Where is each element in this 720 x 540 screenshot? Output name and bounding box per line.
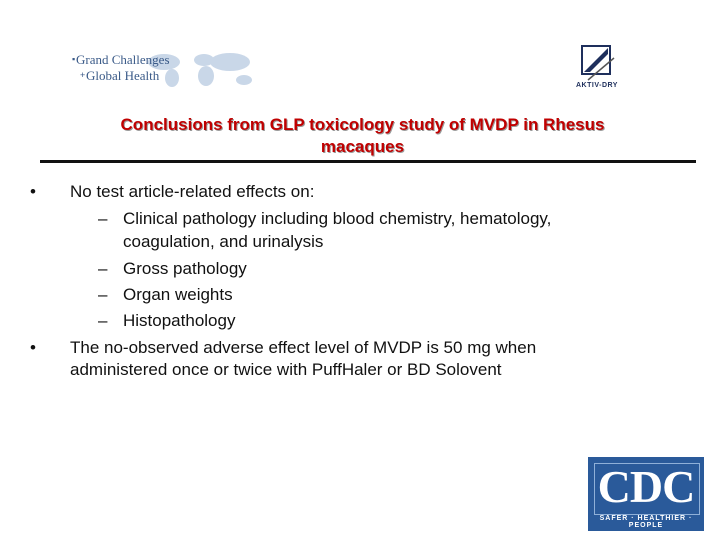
- aktiv-dry-emblem-icon: [574, 44, 636, 84]
- bullet-2-line1: The no-observed adverse effect level of MVDP is 50 mg when: [70, 338, 537, 357]
- gc-mark-icon: ▪: [72, 54, 76, 64]
- cdc-logo: [588, 457, 704, 531]
- dash-marker: –: [98, 311, 108, 330]
- grand-challenges-logo: [72, 48, 262, 90]
- title-divider: [40, 160, 696, 163]
- slide-title-line2: macaques: [320, 137, 405, 156]
- slide-title: [40, 114, 685, 158]
- dash-marker: –: [98, 285, 108, 304]
- gc-logo-line2: Global Health: [86, 68, 160, 83]
- aktiv-dry-label: AKTIV-DRY: [576, 82, 618, 89]
- slide-title-line1: Conclusions from GLP toxicology study of MVDP in Rhesus: [120, 115, 605, 134]
- gc-logo-line1: Grand Challenges: [76, 52, 170, 67]
- aktiv-dry-logo: [574, 44, 636, 94]
- sub-bullet-3: Organ weights: [123, 285, 233, 304]
- sub-bullet-2: Gross pathology: [123, 259, 247, 278]
- bullet-marker: •: [30, 338, 36, 357]
- dash-marker: –: [98, 209, 108, 228]
- sub-bullet-1-line1: Clinical pathology including blood chemistry, hematology,: [123, 209, 552, 228]
- sub-bullet-4: Histopathology: [123, 311, 236, 330]
- bullet-2-line2: administered once or twice with PuffHaler or BD Solovent: [70, 360, 502, 379]
- bullet-1-text: No test article-related effects on:: [70, 182, 315, 201]
- gc-mark2-icon: +: [80, 70, 86, 80]
- cdc-logo-text: CDC: [597, 461, 695, 512]
- dash-marker: –: [98, 259, 108, 278]
- sub-bullet-1-line2: coagulation, and urinalysis: [123, 232, 324, 251]
- cdc-tagline: SAFER · HEALTHIER · PEOPLE: [599, 515, 693, 529]
- bullet-marker: •: [30, 182, 36, 201]
